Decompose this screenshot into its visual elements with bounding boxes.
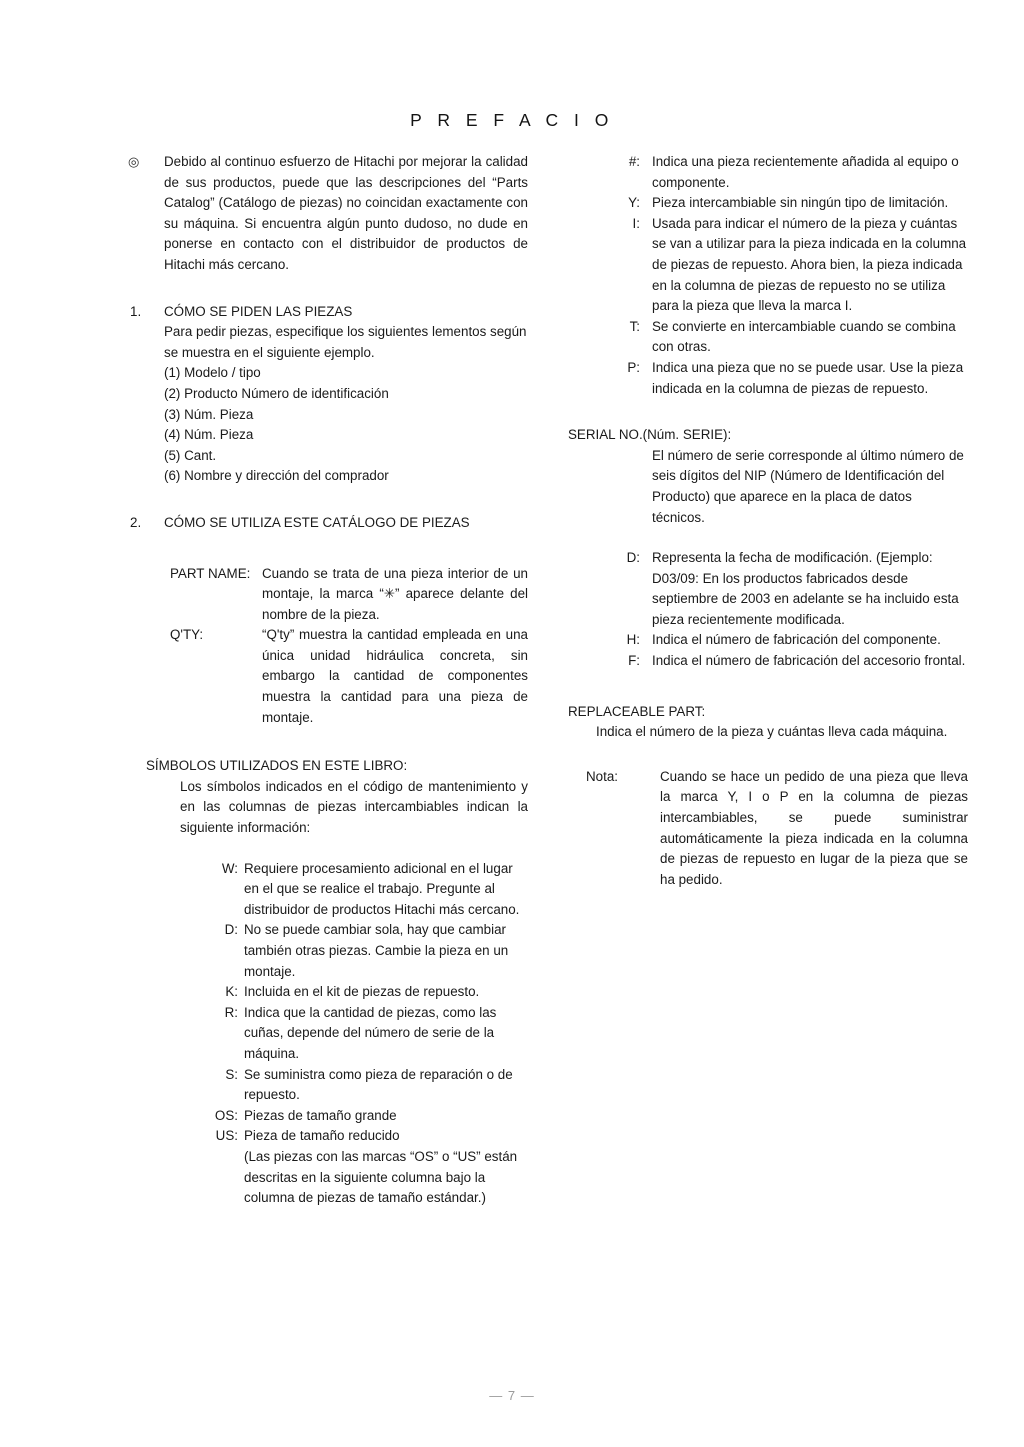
symbol-label: R: xyxy=(224,1004,238,1020)
definition-label: Q'TY: xyxy=(170,627,204,643)
mark-entry-i xyxy=(568,214,968,317)
definition-text: Cuando se trata de una pieza interior de un montaje, la marca “✳” aparece delante del nombre de la pieza. xyxy=(262,565,528,622)
definition-part-name xyxy=(128,564,528,626)
serial-text: Indica el número de fabricación del componente. xyxy=(652,632,941,648)
mark-entry-p xyxy=(568,358,968,399)
intro-paragraph xyxy=(128,152,528,276)
serial-entry-h xyxy=(568,630,968,651)
serial-entry-d xyxy=(568,548,968,630)
symbol-text: Incluida en el kit de piezas de repuesto. xyxy=(244,984,480,1000)
note-block xyxy=(568,767,968,891)
symbol-label: D: xyxy=(224,922,238,938)
symbols-intro: Los símbolos indicados en el código de mantenimiento y en las columnas de piezas intercambiables indican la siguiente información: xyxy=(180,778,528,836)
section-1-number: 1. xyxy=(130,303,142,319)
symbol-label: W: xyxy=(221,860,238,876)
section-2-number: 2. xyxy=(130,514,142,530)
serial-label: H: xyxy=(626,632,640,648)
symbol-text: Piezas de tamaño grande xyxy=(244,1107,397,1123)
list-item: (1) Modelo / tipo xyxy=(164,365,261,381)
right-column xyxy=(568,152,968,890)
serial-no-heading: SERIAL NO.(Núm. SERIE): xyxy=(568,427,732,443)
page-title: P R E F A C I O xyxy=(410,110,614,130)
mark-label: Y: xyxy=(628,195,640,211)
serial-no-text: El número de serie corresponde al último número de seis dígitos del NIP (Número de Identificación del Producto) que aparece en la placa de datos técnicos. xyxy=(652,447,964,525)
symbol-entry-k xyxy=(128,982,528,1003)
section-1-items xyxy=(164,363,528,487)
list-item: (4) Núm. Pieza xyxy=(164,427,254,443)
serial-code-list xyxy=(568,548,968,672)
section-1-heading: CÓMO SE PIDEN LAS PIEZAS xyxy=(164,303,353,319)
list-item: (6) Nombre y dirección del comprador xyxy=(164,468,389,484)
symbol-label: S: xyxy=(225,1066,238,1082)
symbols-list xyxy=(128,859,528,1209)
symbol-text: Indica que la cantidad de piezas, como las cuñas, depende del número de serie de la máquina. xyxy=(244,1004,497,1061)
symbol-entry-d xyxy=(128,920,528,982)
serial-text: Indica el número de fabricación del accesorio frontal. xyxy=(652,653,966,669)
symbol-text: Requiere procesamiento adicional en el lugar en el que se realice el trabajo. Pregunte al distribuidor de productos Hitachi más cercano. xyxy=(244,860,520,917)
symbols-heading: SÍMBOLOS UTILIZADOS EN ESTE LIBRO: xyxy=(146,758,408,774)
symbol-entry-os xyxy=(128,1106,528,1127)
mark-text: Se convierte en intercambiable cuando se combina con otras. xyxy=(652,318,956,355)
mark-text: Indica una pieza recientemente añadida al equipo o componente. xyxy=(652,154,959,190)
serial-label: D: xyxy=(626,550,640,566)
mark-label: I: xyxy=(632,215,640,231)
serial-label: F: xyxy=(628,653,640,669)
mark-text: Pieza intercambiable sin ningún tipo de limitación. xyxy=(652,195,949,211)
definition-text: “Q'ty” muestra la cantidad empleada en una única unidad hidráulica concreta, sin embargo la cantidad de componentes muestra la cantidad para una pieza de montaje. xyxy=(262,627,528,725)
page-number: — 7 — xyxy=(489,1388,535,1403)
section-1-intro: Para pedir piezas, especifique los siguientes lementos según se muestra en el siguiente ejemplo. xyxy=(164,324,527,360)
symbol-label: US: xyxy=(215,1128,238,1144)
symbol-text: Pieza de tamaño reducido xyxy=(244,1128,400,1144)
part-name-definitions xyxy=(128,564,528,729)
left-column xyxy=(128,152,528,1209)
double-circle-bullet-icon: ◎ xyxy=(128,154,140,169)
symbol-entry-s xyxy=(128,1065,528,1106)
mark-label: #: xyxy=(628,154,640,169)
replaceable-part-text: Indica el número de la pieza y cuántas lleva cada máquina. xyxy=(596,724,948,740)
mark-label: P: xyxy=(627,359,640,375)
mark-entry-y xyxy=(568,193,968,214)
mark-entry-t xyxy=(568,317,968,358)
section-2 xyxy=(128,513,528,534)
replaceable-part-heading: REPLACEABLE PART: xyxy=(568,703,706,719)
replaceable-part-block xyxy=(568,702,968,743)
symbols-block xyxy=(128,756,528,1208)
section-1 xyxy=(128,302,528,487)
definition-qty xyxy=(128,625,528,728)
symbol-text: Se suministra como pieza de reparación o de repuesto. xyxy=(244,1066,513,1103)
definition-label: PART NAME: xyxy=(170,565,251,581)
list-item: (3) Núm. Pieza xyxy=(164,406,254,422)
note-text: Cuando se hace un pedido de una pieza que lleva la marca Y, I o P en la columna de piezas intercambiables, se puede suministrar automáticamente la pieza indicada en la columna de piezas de repuesto en lugar de la pieza que se ha pedido. xyxy=(660,768,968,887)
symbol-entry-r xyxy=(128,1003,528,1065)
section-2-heading: CÓMO SE UTILIZA ESTE CATÁLOGO DE PIEZAS xyxy=(164,514,470,530)
mark-text: Indica una pieza que no se puede usar. Use la pieza indicada en la columna de piezas de repuesto. xyxy=(652,359,964,396)
mark-entry-hash xyxy=(568,152,968,193)
symbol-entry-us xyxy=(128,1126,528,1147)
note-label: Nota: xyxy=(586,768,619,784)
symbol-entry-w xyxy=(128,859,528,921)
symbol-text: No se puede cambiar sola, hay que cambiar también otras piezas. Cambie la pieza en un montaje. xyxy=(244,922,509,979)
serial-entry-f xyxy=(568,651,968,672)
symbol-label: K: xyxy=(225,984,238,1000)
mark-text: Usada para indicar el número de la pieza y cuántas se van a utilizar para la pieza indicada en la columna de piezas de repuesto. Ahora bien, la pieza indicada en la columna de piezas de repuesto no se utiliza para la pieza que lleva la marca I. xyxy=(652,215,967,314)
intro-text: Debido al continuo esfuerzo de Hitachi por mejorar la calidad de sus productos, puede que las descripciones del “Parts Catalog” (Catálogo de piezas) no coincidan exactamente con su máquina. Si encuentra algún punto dudoso, no dude en ponerse en contacto con el distribuidor de productos de Hitachi más cercano. xyxy=(164,154,528,272)
list-item: (2) Producto Número de identificación xyxy=(164,385,389,401)
mark-label: T: xyxy=(629,318,640,334)
serial-text: Representa la fecha de modificación. (Ejemplo: D03/09: En los productos fabricados desde septiembre de 2003 en adelante se ha incluido esta pieza recientemente modificada. xyxy=(652,550,959,627)
symbol-label: OS: xyxy=(214,1107,238,1123)
serial-no-block xyxy=(568,425,968,672)
symbols-closing-note: (Las piezas con las marcas “OS” o “US” están descritas en la siguiente columna bajo la columna de piezas de tamaño estándar.) xyxy=(244,1148,518,1206)
marks-list xyxy=(568,152,968,399)
list-item: (5) Cant. xyxy=(164,447,217,463)
